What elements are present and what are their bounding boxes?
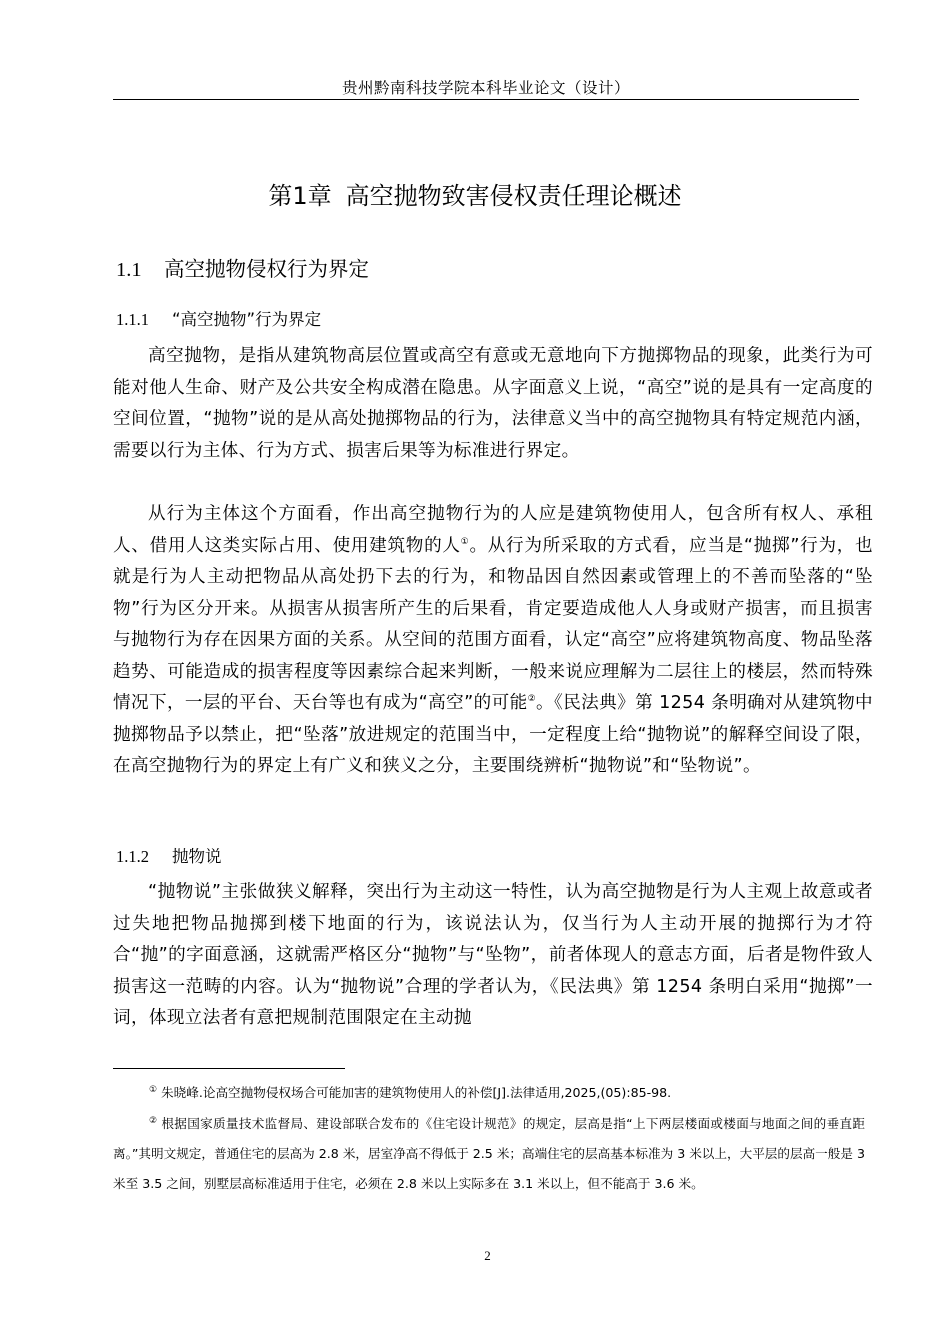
chapter-number: 第1章 [268,182,332,210]
subsection-number: 1.1.1 [116,310,149,329]
running-header: 贵州黔南科技学院本科毕业论文（设计） [341,79,630,97]
subsection-heading [116,306,321,330]
body-paragraph: “抛物说”主张做狭义解释，突出行为主动这一特性，认为高空抛物是行为人主观上故意或者过失地把物品抛掷到楼下地面的行为，该说法认为，仅当行为人主动开展的抛掷行为才符合“抛”的字面意涵，这就需严格区分“抛物”与“坠物”，前者体现人的意志方面，后者是物件致人损害这一范畴的内容。认为“抛物说”合理的学者认为，《民法典》第 1254 条明白采用“抛掷”一词，体现立法者有意把规制范围限定在主动抛 [113,882,873,1028]
body-paragraph: 高空抛物，是指从建筑物高层位置或高空有意或无意地向下方抛掷物品的现象，此类行为可能对他人生命、财产及公共安全构成潜在隐患。从字面意义上说，“高空”说的是具有一定高度的空间位置，“抛物”说的是从高处抛掷物品的行为，法律意义当中的高空抛物具有特定规范内涵，需要以行为主体、行为方式、损害后果等为标准进行界定。 [113,346,873,461]
footnote-reference[interactable]: ① [460,536,470,547]
footnote-reference[interactable]: ② [527,694,537,705]
body-paragraph [113,499,873,783]
chapter-title [0,176,950,211]
subsection-number: 1.1.2 [116,847,149,866]
footnote-text: 朱晓峰.论高空抛物侵权场合可能加害的建筑物使用人的补偿[J].法律适用,2025,(05):85-98. [161,1085,672,1100]
footnote [113,1078,865,1108]
header-rule [113,99,859,100]
paragraph-text: 从行为主体这个方面看，作出高空抛物行为的人应是建筑物使用人，包含所有权人、承租人、借用人这类实际占用、使用建筑物的人 [113,504,873,556]
paragraph-text: 。《民法典》第 1254 条明确对从建筑物中抛掷物品予以禁止，把“坠落”放进规定的范围当中，一定程度上给“抛物说”的解释空间设了限，在高空抛物行为的界定上有广义和狭义之分，主要围绕辨析“抛物说”和“坠物说”。 [113,693,873,776]
footnote [113,1109,865,1199]
section-heading [116,252,369,282]
footnote-text: 根据国家质量技术监督局、建设部联合发布的《住宅设计规范》的规定，层高是指“上下两层楼面或楼面与地面之间的垂直距离。”其明文规定，普通住宅的层高为 2.8 米，居室净高不得低于 2.5 米；高端住宅的层高基本标准为 3 米以上，大平层的层高一般是 3 米至 3.5 之间，别墅层高标准适用于住宅，必须在 2.8 米以上实际多在 3.1 米以上，但不能高于 3.6 米。 [113,1116,865,1191]
chapter-title-text: 高空抛物致害侵权责任理论概述 [345,182,682,210]
footnote-mark: ① [149,1084,158,1095]
section-number: 1.1 [116,259,142,281]
subsection-title-text: 抛物说 [172,847,222,866]
section-title-text: 高空抛物侵权行为界定 [164,257,369,281]
subsection-title-text: “高空抛物”行为界定 [172,310,322,329]
paragraph-text: 。从行为所采取的方式看，应当是“抛掷”行为，也就是行为人主动把物品从高处扔下去的行为，和物品因自然因素或管理上的不善而坠落的“坠物”行为区分开来。从损害从损害所产生的后果看，肯定要造成他人人身或财产损害，而且损害与抛物行为存在因果方面的关系。从空间的范围方面看，认定“高空”应将建筑物高度、物品坠落趋势、可能造成的损害程度等因素综合起来判断，一般来说应理解为二层往上的楼层，然而特殊情况下，一层的平台、天台等也有成为“高空”的可能 [113,535,873,713]
footnote-mark: ② [149,1115,158,1126]
footnote-separator [113,1068,345,1069]
page-number: 2 [484,1248,491,1263]
subsection-heading [116,843,222,867]
